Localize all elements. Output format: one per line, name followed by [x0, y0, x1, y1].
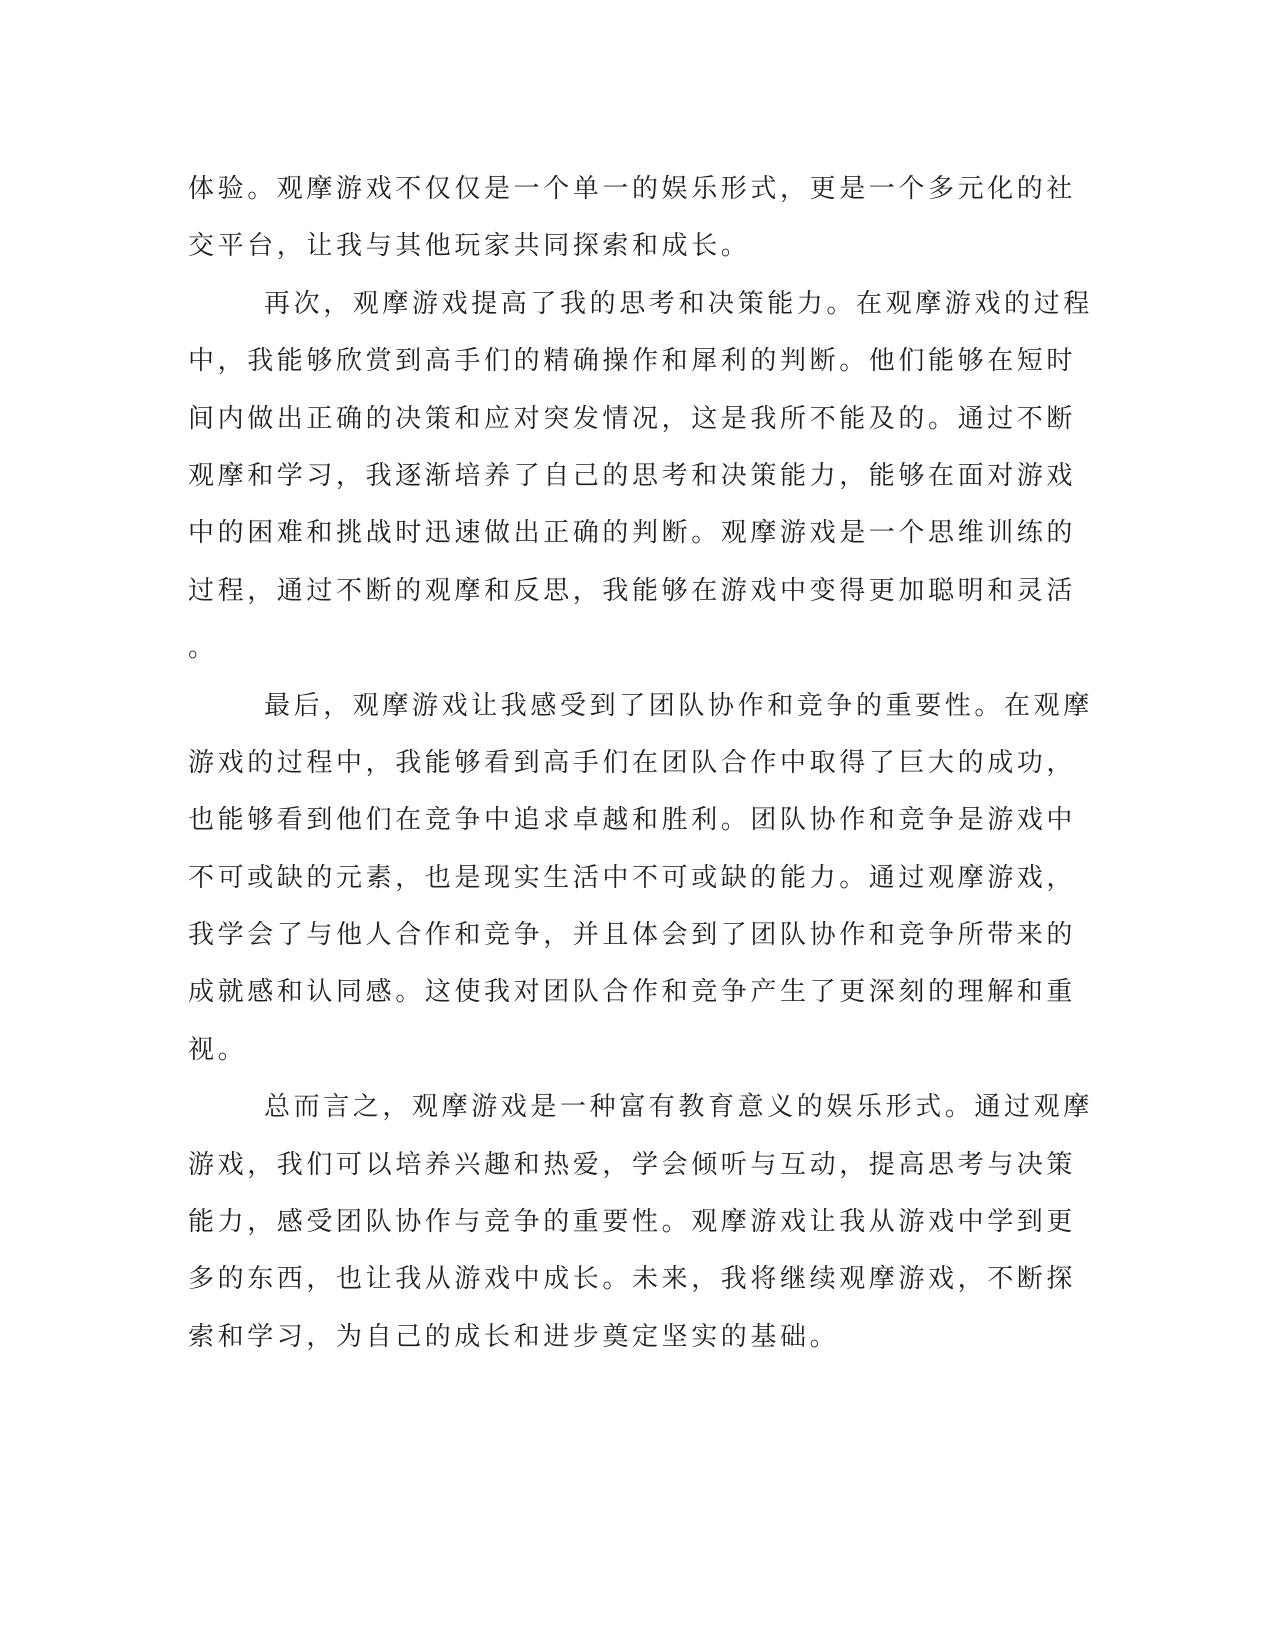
- text-line: 我学会了与他人合作和竞争，并且体会到了团队协作和竞争所带来的: [188, 920, 1077, 951]
- text-line: 成就感和认同感。这使我对团队合作和竞争产生了更深刻的理解和重: [188, 977, 1077, 1008]
- text-line: 游戏的过程中，我能够看到高手们在团队合作中取得了巨大的成功，: [188, 747, 1077, 778]
- text-line: 能力，感受团队协作与竞争的重要性。观摩游戏让我从游戏中学到更: [188, 1207, 1077, 1238]
- body-text: [188, 161, 1093, 1366]
- paragraph-first-line: 总而言之，观摩游戏是一种富有教育意义的娱乐形式。通过观摩: [264, 1092, 1093, 1123]
- paragraph-first-line: 再次，观摩游戏提高了我的思考和决策能力。在观摩游戏的过程: [264, 288, 1093, 319]
- paragraph-first-line: 最后，观摩游戏让我感受到了团队协作和竞争的重要性。在观摩: [264, 690, 1093, 721]
- text-line: 视。: [188, 1034, 248, 1065]
- text-line: 也能够看到他们在竞争中追求卓越和胜利。团队协作和竞争是游戏中: [188, 805, 1077, 836]
- text-line: 体验。观摩游戏不仅仅是一个单一的娱乐形式，更是一个多元化的社: [188, 174, 1077, 204]
- text-line: 中，我能够欣赏到高手们的精确操作和犀利的判断。他们能够在短时: [188, 346, 1077, 377]
- text-line: 交平台，让我与其他玩家共同探索和成长。: [188, 231, 751, 262]
- text-line: 不可或缺的元素，也是现实生活中不可或缺的能力。通过观摩游戏，: [188, 862, 1077, 893]
- text-line: 过程，通过不断的观摩和反思，我能够在游戏中变得更加聪明和灵活: [188, 575, 1077, 606]
- text-line: 游戏，我们可以培养兴趣和热爱，学会倾听与互动，提高思考与决策: [188, 1149, 1077, 1180]
- text-line: 索和学习，为自己的成长和进步奠定坚实的基础。: [188, 1321, 840, 1352]
- text-line: 间内做出正确的决策和应对突发情况，这是我所不能及的。通过不断: [188, 403, 1077, 434]
- text-line: 。: [188, 633, 218, 664]
- text-line: 观摩和学习，我逐渐培养了自己的思考和决策能力，能够在面对游戏: [188, 460, 1077, 491]
- text-line: 中的困难和挑战时迅速做出正确的判断。观摩游戏是一个思维训练的: [188, 518, 1077, 549]
- text-line: 多的东西，也让我从游戏中成长。未来，我将继续观摩游戏，不断探: [188, 1264, 1077, 1295]
